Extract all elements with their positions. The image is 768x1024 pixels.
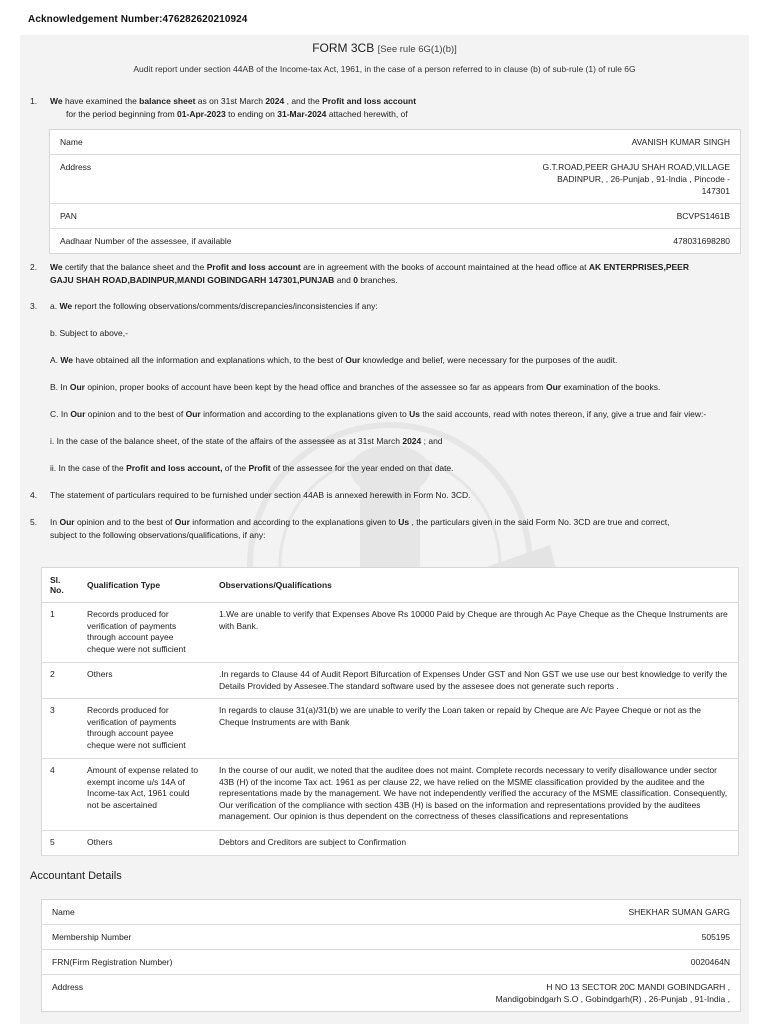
aadhaar-label: Aadhaar Number of the assessee, if available (60, 236, 232, 246)
table-row (42, 663, 739, 699)
frn-row (42, 950, 740, 975)
para-5: In Our opinion and to the best of Our information and according to the explanations given to Us , the particulars given in the said Form No. 3CD are true and correct, subject to the following observations/qualifications, if any: (50, 517, 670, 540)
accountant-name: SHEKHAR SUMAN GARG (628, 907, 730, 917)
col-header-sl: Sl. No. (42, 568, 80, 603)
assessee-aadhaar-row (50, 229, 740, 253)
cell-obs: In regards to clause 31(a)/31(b) we are unable to verify the Loan taken or repaid by Cheque are A/c Payee Cheque or not as the Cheque Instruments are with Bank (211, 699, 739, 759)
table-row (42, 759, 739, 831)
para-2-number: 2. (30, 262, 38, 272)
table-row (42, 699, 739, 759)
frn-number: 0020464N (690, 957, 730, 967)
assessee-pan: BCVPS1461B (676, 211, 730, 221)
assessee-aadhaar: 478031698280 (673, 236, 730, 246)
para-3-C: C. In Our opinion and to the best of Our information and according to the explanations given to Us the said accounts, read with notes thereon, if any, give a true and fair view:- (50, 409, 707, 419)
address-label: Address (60, 162, 92, 172)
name-label: Name (60, 137, 83, 147)
form-rule: [See rule 6G(1)(b)] (377, 44, 457, 55)
cell-type: Others (79, 831, 211, 856)
para-4: The statement of particulars required to be furnished under section 44AB is annexed herewith in Form No. 3CD. (50, 490, 471, 500)
table-row (42, 603, 739, 663)
cell-sl: 1 (42, 603, 80, 663)
pan-label: PAN (60, 211, 77, 221)
para-2: We certify that the balance sheet and the Profit and loss account are in agreement with the books of account maintained at the head office at AK ENTERPRISES,PEER GAJU SHAH ROAD,BADINPUR,MANDI GOBINDGARH 147301,PUNJAB and 0 branches. (50, 262, 689, 285)
cell-sl: 3 (42, 699, 80, 759)
para-3b: b. Subject to above,- (50, 328, 128, 338)
table-header-row (42, 568, 739, 603)
cell-sl: 5 (42, 831, 80, 856)
cell-obs: Debtors and Creditors are subject to Confirmation (211, 831, 739, 856)
para-3-number: 3. (30, 301, 38, 311)
form-title (20, 41, 749, 55)
acknowledgement-number: Acknowledgement Number:476282620210924 (28, 14, 248, 25)
para-4-number: 4. (30, 490, 38, 500)
assessee-name: AVANISH KUMAR SINGH (631, 137, 730, 147)
cell-type: Others (79, 663, 211, 699)
table-row (42, 831, 739, 856)
cell-obs: In the course of our audit, we noted that the auditee does not maint. Complete records necessary to verify disallowance under sector 43B (H) of the income Tax act. 1961 as per clause 22, we have relied on the MSME classification provided by the auditee and the representations made by the management. We have not independently verified the accuracy of the MSME classification. Consequently, Our verification of the compliance with section 43B (H) is based on the information and representations provided by the auditees management. Our opinion is thus dependent on the correctness of theses classifications and representations (211, 759, 739, 831)
assessee-pan-row (50, 204, 740, 229)
accountant-address-row (42, 975, 740, 1011)
accountant-name-label: Name (52, 907, 75, 917)
accountant-name-row (42, 900, 740, 925)
cell-type: Records produced for verification of payments through account payee cheque were not sufficient (79, 699, 211, 759)
membership-number: 505195 (701, 932, 730, 942)
para-3-i: i. In the case of the balance sheet, of the state of the affairs of the assessee as at 31st March 2024 ; and (50, 436, 443, 446)
qualifications-table (41, 567, 739, 856)
para-1: We have examined the balance sheet as on 31st March 2024 , and the Profit and loss account for the period beginning from 01-Apr-2023 to ending on 31-Mar-2024 attached herewith, of (50, 96, 417, 119)
cell-sl: 4 (42, 759, 80, 831)
form-page (20, 35, 749, 1024)
assessee-address: G.T.ROAD,PEER GHAJU SHAH ROAD,VILLAGE BADINPUR, , 26-Punjab , 91-India , Pincode - 147301 (542, 162, 730, 196)
membership-row (42, 925, 740, 950)
assessee-address-row (50, 155, 740, 204)
form-subtitle: Audit report under section 44AB of the Income-tax Act, 1961, in the case of a person referred to in clause (b) of sub-rule (1) of rule 6G (133, 64, 636, 74)
para-3a: a. We report the following observations/comments/discrepancies/inconsistencies if any: (50, 301, 378, 311)
cell-type: Records produced for verification of payments through account payee cheque were not sufficient (79, 603, 211, 663)
cell-sl: 2 (42, 663, 80, 699)
para-5-number: 5. (30, 517, 38, 527)
form-name: FORM 3CB (312, 41, 375, 55)
para-3-B: B. In Our opinion, proper books of account have been kept by the head office and branches of the assessee so far as appears from Our examination of the books. (50, 382, 661, 392)
col-header-type: Qualification Type (79, 568, 211, 603)
assessee-details-box (49, 129, 741, 254)
cell-obs: .In regards to Clause 44 of Audit Report Bifurcation of Expenses Under GST and Non GST we use use our best knowledge to verify the Details Provided by Assesee.The standard software used by the assesee does not generate such reports . (211, 663, 739, 699)
accountant-details-box (41, 899, 741, 1012)
col-header-obs: Observations/Qualifications (211, 568, 739, 603)
accountant-address-label: Address (52, 982, 84, 992)
accountant-details-heading: Accountant Details (30, 870, 122, 882)
assessee-name-row (50, 130, 740, 155)
cell-obs: 1.We are unable to verify that Expenses Above Rs 10000 Paid by Cheque are through Ac Paye Cheque as the Cheque Instruments are with Bank. (211, 603, 739, 663)
cell-type: Amount of expense related to exempt income u/s 14A of Income-tax Act, 1961 could not be ascertained (79, 759, 211, 831)
para-3-ii: ii. In the case of the Profit and loss account, of the Profit of the assessee for the year ended on that date. (50, 463, 454, 473)
membership-label: Membership Number (52, 932, 132, 942)
frn-label: FRN(Firm Registration Number) (52, 957, 173, 967)
accountant-address: H NO 13 SECTOR 20C MANDI GOBINDGARH , Mandigobindgarh S.O , Gobindgarh(R) , 26-Punjab , 91-India , (495, 982, 730, 1004)
para-3-A: A. We have obtained all the information and explanations which, to the best of Our knowledge and belief, were necessary for the purposes of the audit. (50, 355, 618, 365)
para-1-number: 1. (30, 96, 38, 106)
